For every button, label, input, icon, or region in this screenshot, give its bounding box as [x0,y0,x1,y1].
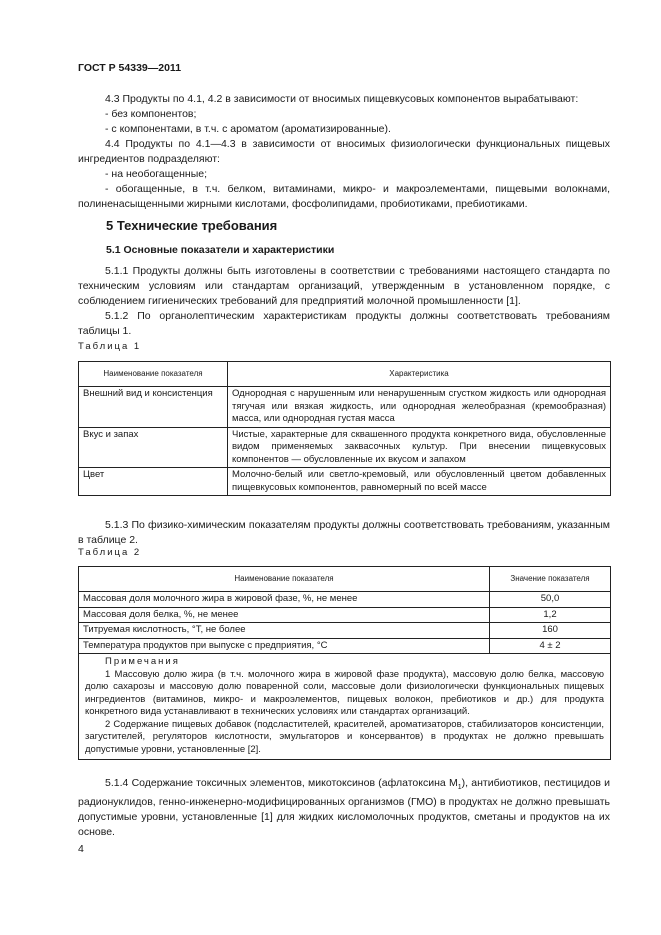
list-item: - на необогащенные; [105,168,208,180]
table-row [79,427,611,468]
document-header: ГОСТ Р 54339—2011 [78,62,182,74]
table-cell: Вкус и запах [79,427,228,468]
table-row [79,607,611,623]
section-5-1-4-text [78,776,610,840]
list-item: - обогащенные, в т.ч. белком, витаминами, микро- и макроэлементами, пищевыми волокнами, полиненасыщенными жирными кислотами, фосфолипидами, пробиотиками, пребиотиками. [78,183,610,210]
table-cell: Температура продуктов при выпуске с предприятия, °С [79,638,490,654]
table-cell: Цвет [79,468,228,496]
table-header-row [79,567,611,592]
paragraph-5-1-4-part-b: ), антибиотиков, пестицидов и радионуклидов, генно-инженерно-модифицированных организмов (ГМО) в продуктах не должно превышать допустимые уровни, установленные [1] для жидких кисломолочных продуктов, сметаны и продуктов на их основе. [78,777,610,839]
table-row [79,468,611,496]
table-header-cell: Значение показателя [490,567,611,592]
section-5-1-text [78,264,610,339]
table-cell: Чистые, характерные для сквашенного продукта конкретного вида, обусловленные видом применяемых заквасочных культур. При внесении пищевкусовых компонентов — обусловленные их вкусом и запахом [228,427,611,468]
paragraph-5-1-3: 5.1.3 По физико-химическим показателям продукты должны соответствовать требованиям, указанным в таблице 2. [78,519,610,546]
table-header-row [79,362,611,387]
table-notes-row [79,654,611,760]
paragraph-4-4: 4.4 Продукты по 4.1—4.3 в зависимости от вносимых физиологически функциональных пищевых ингредиентов подразделяют: [78,138,610,165]
table-cell: Массовая доля молочного жира в жировой фазе, %, не менее [79,592,490,608]
table-2-caption: Таблица 2 [78,547,142,558]
table-row [79,387,611,428]
table-note-1: 1 Массовую долю жира (в т.ч. молочного жира в жировой фазе продукта), массовую долю белка, массовую долю сахарозы и массовую долю поваренной соли, массовые доли физиологически функциональных пищевых ингредиентов (витаминов, микро- и макроэлементов, пищевых волокон, пребиотиков и др.) для продукта конкретного вида устанавливают в технических условиях или стандартах организаций. [85,668,604,717]
section-5-title: 5 Технические требования [106,218,278,233]
paragraph-5-1-2: 5.1.2 По органолептическим характеристикам продукты должны соответствовать требованиям таблицы 1. [78,310,610,337]
table-cell: Однородная с нарушенным или ненарушенным сгустком жидкость или однородная тягучая или вязкая жидкость, или однородная желеобразная (кремообразная) масса, или однородная густая масса [228,387,611,428]
table-cell: 160 [490,623,611,639]
table-cell: Внешний вид и консистенция [79,387,228,428]
section-4-text [78,92,610,212]
paragraph-5-1-4-part-a: 5.1.4 Содержание токсичных элементов, микотоксинов (афлатоксина M [105,777,458,789]
table-1-caption: Таблица 1 [78,341,142,352]
table-row [79,592,611,608]
table-cell: 4 ± 2 [490,638,611,654]
table-cell: Массовая доля белка, %, не менее [79,607,490,623]
paragraph-5-1-1: 5.1.1 Продукты должны быть изготовлены в соответствии с требованиями настоящего стандарта по техническим условиям или стандартам организаций, утвержденным в установленном порядке, с соблюдением гигиенических требований для предприятий молочной промышленности [1]. [78,265,610,307]
page-number: 4 [78,843,84,855]
table-2 [78,566,611,760]
table-row [79,638,611,654]
table-cell: Титруемая кислотность, °Т, не более [79,623,490,639]
subsection-5-1-title: 5.1 Основные показатели и характеристики [106,244,335,256]
table-header-cell: Наименование показателя [79,362,228,387]
paragraph-4-3: 4.3 Продукты по 4.1, 4.2 в зависимости от вносимых пищевкусовых компонентов вырабатывают: [105,93,579,105]
paragraph-5-1-4 [78,776,610,840]
table-cell: Молочно-белый или светло-кремовый, или обусловленный цветом добавленных пищевкусовых компонентов, равномерный по всей массе [228,468,611,496]
table-note-2: 2 Содержание пищевых добавок (подсластителей, красителей, ароматизаторов, стабилизаторов консистенции, загустителей, регуляторов кислотности, эмульгаторов и консервантов) в продуктах не должно превышать допустимые уровни, установленные [2]. [85,718,604,755]
subscript: 1 [457,784,462,792]
list-item: - без компонентов; [105,108,197,120]
table-1 [78,361,611,496]
table-cell: 50,0 [490,592,611,608]
table-notes-cell [79,654,611,760]
table-header-cell: Характеристика [228,362,611,387]
table-row [79,623,611,639]
notes-title: Примечания [105,656,180,667]
section-5-1-3-text [78,518,610,548]
table-header-cell: Наименование показателя [79,567,490,592]
list-item: - с компонентами, в т.ч. с ароматом (ароматизированные). [105,123,391,135]
table-cell: 1,2 [490,607,611,623]
